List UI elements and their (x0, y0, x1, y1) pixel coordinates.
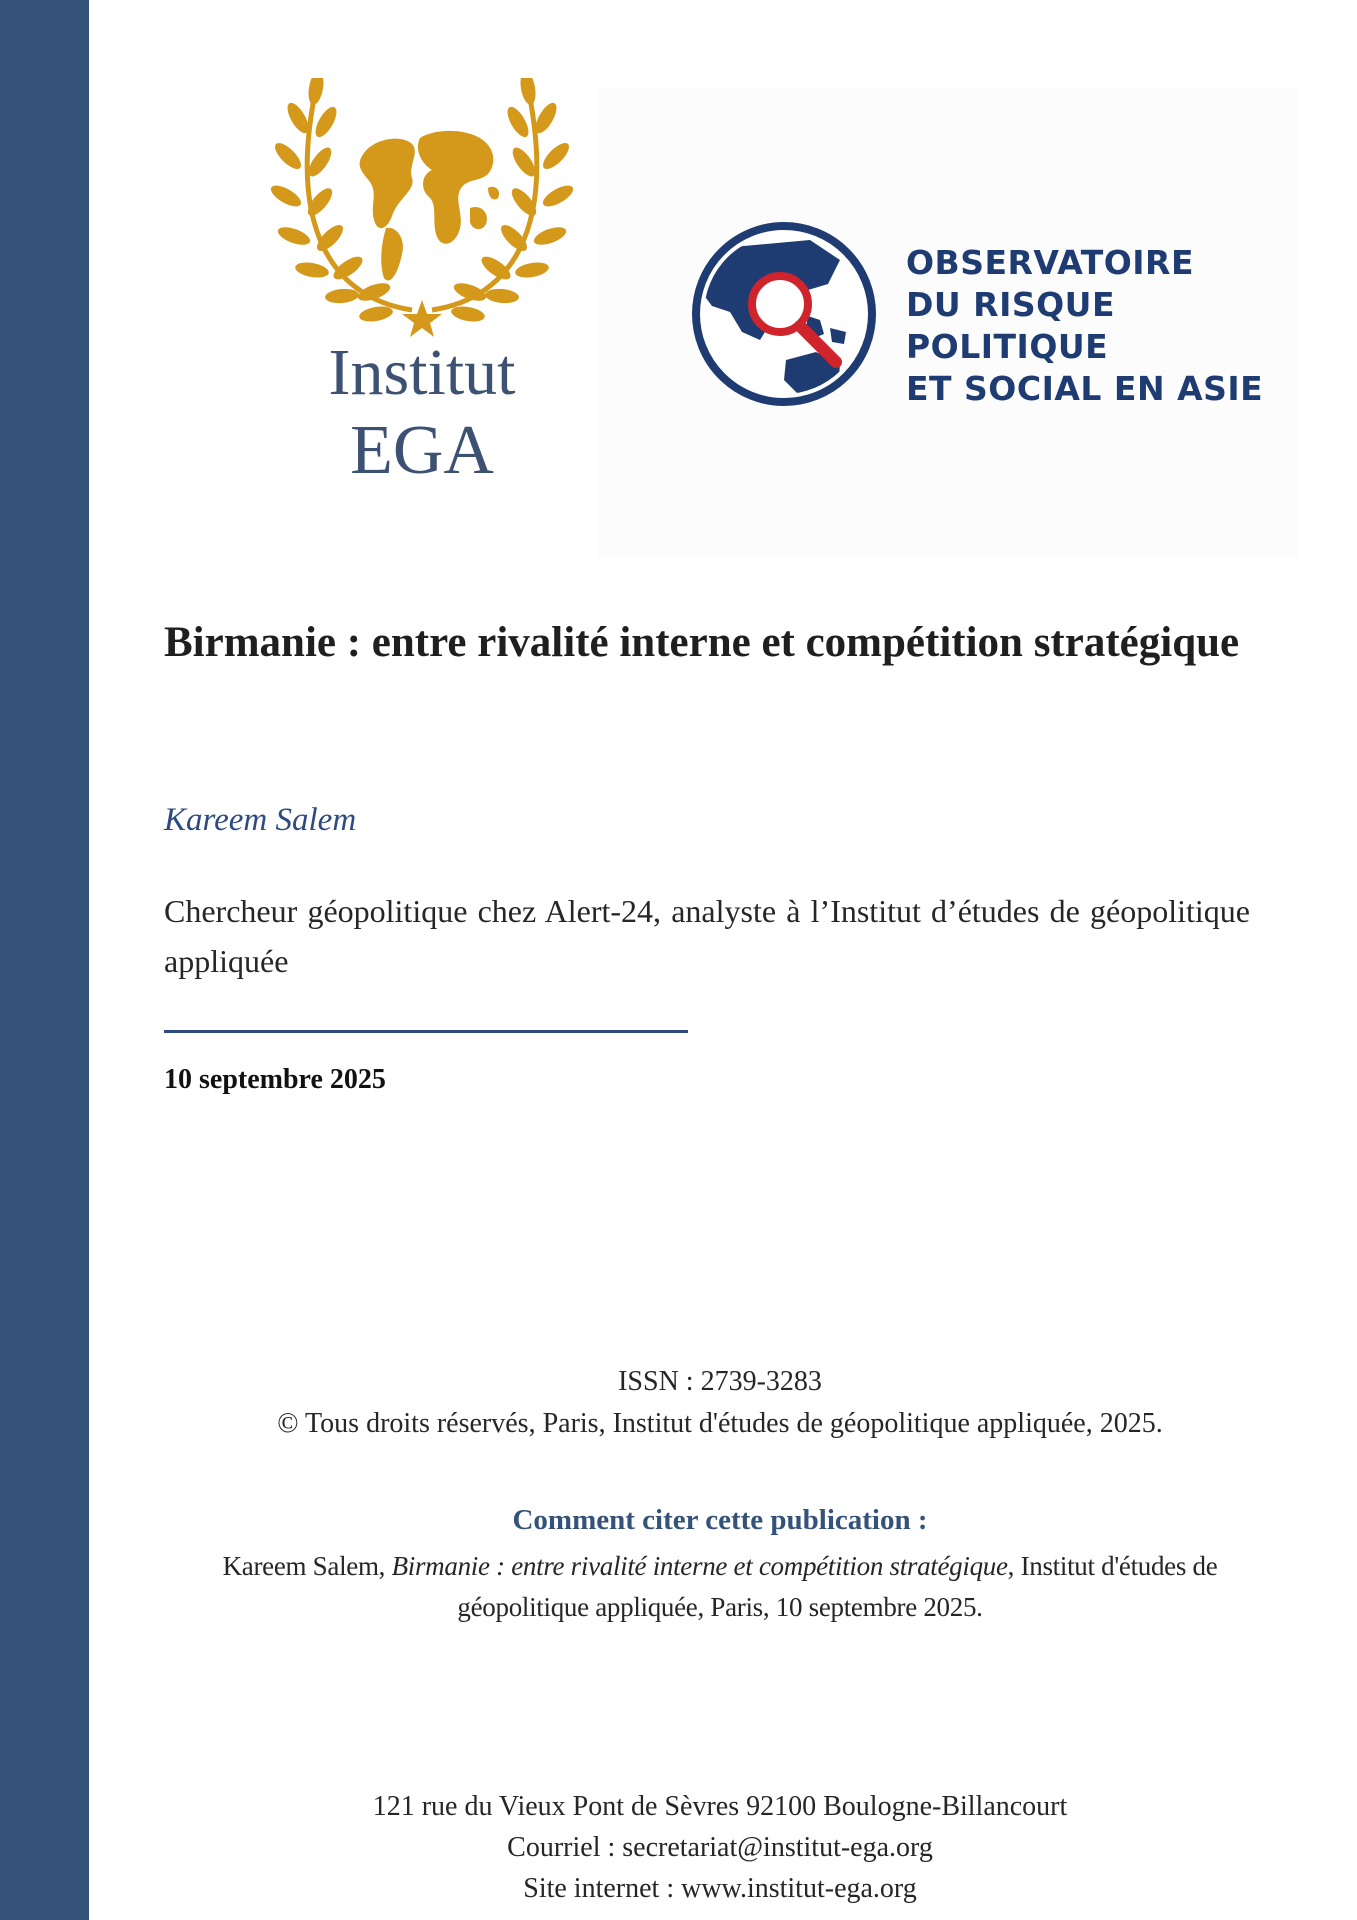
institut-ega-logo (262, 78, 582, 488)
observatoire-logo (598, 88, 1298, 558)
copyright-notice: © Tous droits réservés, Paris, Institut d'études de géopolitique appliquée, 2025. (277, 1408, 1163, 1439)
publication-date: 10 septembre 2025 (164, 1064, 386, 1095)
observatoire-line-3: POLITIQUE (906, 327, 1109, 366)
footer-contact (164, 1786, 1276, 1909)
divider (164, 1030, 688, 1033)
observatoire-line-1: OBSERVATOIRE (906, 243, 1194, 282)
paper-title: Birmanie : entre rivalité interne et compétition stratégique (164, 619, 1240, 666)
author-affiliation: Chercheur géopolitique chez Alert-24, analyste à l’Institut d’études de géopolitique appliquée (164, 893, 1250, 979)
author-name: Kareem Salem (164, 802, 357, 838)
institut-ega-line1: Institut (328, 336, 516, 409)
globe-magnifier-icon (690, 220, 878, 408)
institut-ega-line2: EGA (350, 412, 494, 489)
side-band (0, 0, 89, 1920)
citation-heading: Comment citer cette publication : (512, 1504, 928, 1536)
citation-text (190, 1546, 1250, 1628)
citation-title: Birmanie : entre rivalité interne et compétition stratégique (391, 1551, 1008, 1581)
citation-rest: , Institut d'études de géopolitique appliquée, Paris, 10 septembre 2025. (457, 1551, 1218, 1622)
observatoire-wordmark (906, 242, 1263, 410)
observatoire-line-2: DU RISQUE (906, 285, 1116, 324)
footer-website[interactable]: Site internet : www.institut-ega.org (523, 1873, 917, 1904)
citation-author: Kareem Salem, (222, 1551, 392, 1581)
observatoire-line-4: ET SOCIAL EN ASIE (906, 369, 1264, 408)
laurel-globe-icon (262, 78, 582, 338)
issn: ISSN : 2739-3283 (618, 1366, 822, 1397)
footer-email[interactable]: Courriel : secretariat@institut-ega.org (507, 1832, 933, 1863)
footer-address: 121 rue du Vieux Pont de Sèvres 92100 Boulogne-Billancourt (372, 1791, 1068, 1822)
